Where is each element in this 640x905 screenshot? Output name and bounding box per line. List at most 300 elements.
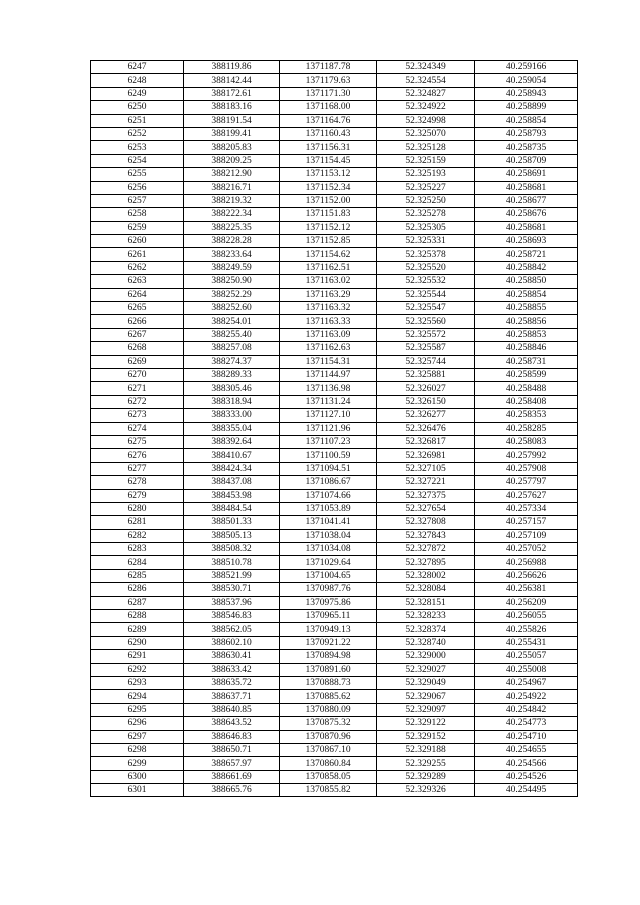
table-row xyxy=(91,154,578,167)
latitude-cell: 52.325305 xyxy=(377,221,475,234)
point-id-cell: 6249 xyxy=(91,87,184,100)
latitude-cell: 52.327221 xyxy=(377,476,475,489)
northing-cell: 1371164.76 xyxy=(280,114,377,127)
easting-cell: 388212.90 xyxy=(184,168,280,181)
latitude-cell: 52.326150 xyxy=(377,395,475,408)
point-id-cell: 6247 xyxy=(91,61,184,74)
table-row xyxy=(91,690,578,703)
table-row xyxy=(91,636,578,649)
northing-cell: 1371162.63 xyxy=(280,342,377,355)
latitude-cell: 52.326027 xyxy=(377,382,475,395)
table-row xyxy=(91,141,578,154)
northing-cell: 1371171.30 xyxy=(280,87,377,100)
point-id-cell: 6256 xyxy=(91,181,184,194)
longitude-cell: 40.258285 xyxy=(475,422,578,435)
point-id-cell: 6265 xyxy=(91,302,184,315)
easting-cell: 388172.61 xyxy=(184,87,280,100)
northing-cell: 1371156.31 xyxy=(280,141,377,154)
easting-cell: 388505.13 xyxy=(184,529,280,542)
point-id-cell: 6252 xyxy=(91,127,184,140)
northing-cell: 1371053.89 xyxy=(280,502,377,515)
point-id-cell: 6301 xyxy=(91,784,184,797)
easting-cell: 388657.97 xyxy=(184,757,280,770)
table-row xyxy=(91,770,578,783)
northing-cell: 1371152.85 xyxy=(280,235,377,248)
easting-cell: 388453.98 xyxy=(184,489,280,502)
table-row xyxy=(91,717,578,730)
table-row xyxy=(91,650,578,663)
easting-cell: 388333.00 xyxy=(184,409,280,422)
easting-cell: 388255.40 xyxy=(184,328,280,341)
longitude-cell: 40.257992 xyxy=(475,449,578,462)
longitude-cell: 40.254967 xyxy=(475,676,578,689)
point-id-cell: 6284 xyxy=(91,556,184,569)
table-row xyxy=(91,757,578,770)
northing-cell: 1371152.12 xyxy=(280,221,377,234)
northing-cell: 1371154.62 xyxy=(280,248,377,261)
longitude-cell: 40.258842 xyxy=(475,261,578,274)
northing-cell: 1371160.43 xyxy=(280,127,377,140)
easting-cell: 388209.25 xyxy=(184,154,280,167)
point-id-cell: 6264 xyxy=(91,288,184,301)
northing-cell: 1371163.02 xyxy=(280,275,377,288)
table-row xyxy=(91,556,578,569)
point-id-cell: 6295 xyxy=(91,703,184,716)
northing-cell: 1371163.09 xyxy=(280,328,377,341)
longitude-cell: 40.254566 xyxy=(475,757,578,770)
point-id-cell: 6258 xyxy=(91,208,184,221)
northing-cell: 1371162.51 xyxy=(280,261,377,274)
table-row xyxy=(91,703,578,716)
latitude-cell: 52.329122 xyxy=(377,717,475,730)
point-id-cell: 6272 xyxy=(91,395,184,408)
easting-cell: 388205.83 xyxy=(184,141,280,154)
point-id-cell: 6275 xyxy=(91,435,184,448)
northing-cell: 1370921.22 xyxy=(280,636,377,649)
table-row xyxy=(91,569,578,582)
point-id-cell: 6248 xyxy=(91,74,184,87)
easting-cell: 388191.54 xyxy=(184,114,280,127)
latitude-cell: 52.326277 xyxy=(377,409,475,422)
northing-cell: 1371154.45 xyxy=(280,154,377,167)
easting-cell: 388537.96 xyxy=(184,596,280,609)
northing-cell: 1371107.23 xyxy=(280,435,377,448)
table-row xyxy=(91,395,578,408)
point-id-cell: 6297 xyxy=(91,730,184,743)
longitude-cell: 40.258676 xyxy=(475,208,578,221)
northing-cell: 1371004.65 xyxy=(280,569,377,582)
northing-cell: 1370885.62 xyxy=(280,690,377,703)
longitude-cell: 40.258353 xyxy=(475,409,578,422)
longitude-cell: 40.257908 xyxy=(475,462,578,475)
northing-cell: 1371127.10 xyxy=(280,409,377,422)
easting-cell: 388274.37 xyxy=(184,355,280,368)
table-row xyxy=(91,730,578,743)
point-id-cell: 6270 xyxy=(91,368,184,381)
point-id-cell: 6294 xyxy=(91,690,184,703)
longitude-cell: 40.257109 xyxy=(475,529,578,542)
point-id-cell: 6282 xyxy=(91,529,184,542)
longitude-cell: 40.258681 xyxy=(475,181,578,194)
northing-cell: 1370965.11 xyxy=(280,610,377,623)
table-row xyxy=(91,529,578,542)
easting-cell: 388437.08 xyxy=(184,476,280,489)
point-id-cell: 6290 xyxy=(91,636,184,649)
northing-cell: 1371144.97 xyxy=(280,368,377,381)
easting-cell: 388257.08 xyxy=(184,342,280,355)
easting-cell: 388252.29 xyxy=(184,288,280,301)
northing-cell: 1370888.73 xyxy=(280,676,377,689)
easting-cell: 388233.64 xyxy=(184,248,280,261)
point-id-cell: 6260 xyxy=(91,235,184,248)
longitude-cell: 40.258488 xyxy=(475,382,578,395)
latitude-cell: 52.325378 xyxy=(377,248,475,261)
easting-cell: 388219.32 xyxy=(184,194,280,207)
table-row xyxy=(91,784,578,797)
table-row xyxy=(91,248,578,261)
point-id-cell: 6267 xyxy=(91,328,184,341)
latitude-cell: 52.327105 xyxy=(377,462,475,475)
table-row xyxy=(91,127,578,140)
northing-cell: 1371179.63 xyxy=(280,74,377,87)
longitude-cell: 40.255826 xyxy=(475,623,578,636)
northing-cell: 1371038.04 xyxy=(280,529,377,542)
easting-cell: 388602.10 xyxy=(184,636,280,649)
northing-cell: 1370867.10 xyxy=(280,743,377,756)
table-row xyxy=(91,435,578,448)
longitude-cell: 40.256988 xyxy=(475,556,578,569)
easting-cell: 388501.33 xyxy=(184,516,280,529)
coordinates-table xyxy=(90,60,578,797)
point-id-cell: 6299 xyxy=(91,757,184,770)
latitude-cell: 52.328002 xyxy=(377,569,475,582)
latitude-cell: 52.328151 xyxy=(377,596,475,609)
longitude-cell: 40.259166 xyxy=(475,61,578,74)
easting-cell: 388254.01 xyxy=(184,315,280,328)
table-row xyxy=(91,743,578,756)
longitude-cell: 40.254922 xyxy=(475,690,578,703)
northing-cell: 1371100.59 xyxy=(280,449,377,462)
longitude-cell: 40.258083 xyxy=(475,435,578,448)
longitude-cell: 40.258693 xyxy=(475,235,578,248)
point-id-cell: 6262 xyxy=(91,261,184,274)
latitude-cell: 52.329000 xyxy=(377,650,475,663)
point-id-cell: 6280 xyxy=(91,502,184,515)
table-row xyxy=(91,596,578,609)
latitude-cell: 52.328233 xyxy=(377,610,475,623)
longitude-cell: 40.258408 xyxy=(475,395,578,408)
latitude-cell: 52.329097 xyxy=(377,703,475,716)
easting-cell: 388650.71 xyxy=(184,743,280,756)
easting-cell: 388562.05 xyxy=(184,623,280,636)
table-row xyxy=(91,168,578,181)
easting-cell: 388643.52 xyxy=(184,717,280,730)
latitude-cell: 52.329326 xyxy=(377,784,475,797)
easting-cell: 388199.41 xyxy=(184,127,280,140)
easting-cell: 388216.71 xyxy=(184,181,280,194)
longitude-cell: 40.258854 xyxy=(475,114,578,127)
easting-cell: 388250.90 xyxy=(184,275,280,288)
longitude-cell: 40.254495 xyxy=(475,784,578,797)
easting-cell: 388508.32 xyxy=(184,543,280,556)
longitude-cell: 40.254842 xyxy=(475,703,578,716)
latitude-cell: 52.324998 xyxy=(377,114,475,127)
point-id-cell: 6276 xyxy=(91,449,184,462)
longitude-cell: 40.256381 xyxy=(475,583,578,596)
longitude-cell: 40.258853 xyxy=(475,328,578,341)
table-row xyxy=(91,409,578,422)
latitude-cell: 52.328374 xyxy=(377,623,475,636)
longitude-cell: 40.258709 xyxy=(475,154,578,167)
point-id-cell: 6261 xyxy=(91,248,184,261)
table-row xyxy=(91,194,578,207)
latitude-cell: 52.328084 xyxy=(377,583,475,596)
table-row xyxy=(91,462,578,475)
longitude-cell: 40.258899 xyxy=(475,101,578,114)
easting-cell: 388289.33 xyxy=(184,368,280,381)
easting-cell: 388249.59 xyxy=(184,261,280,274)
latitude-cell: 52.325547 xyxy=(377,302,475,315)
easting-cell: 388646.83 xyxy=(184,730,280,743)
point-id-cell: 6288 xyxy=(91,610,184,623)
northing-cell: 1370870.96 xyxy=(280,730,377,743)
table-row xyxy=(91,663,578,676)
longitude-cell: 40.258721 xyxy=(475,248,578,261)
latitude-cell: 52.324827 xyxy=(377,87,475,100)
table-row xyxy=(91,516,578,529)
northing-cell: 1370949.13 xyxy=(280,623,377,636)
easting-cell: 388510.78 xyxy=(184,556,280,569)
northing-cell: 1370855.82 xyxy=(280,784,377,797)
northing-cell: 1371094.51 xyxy=(280,462,377,475)
point-id-cell: 6269 xyxy=(91,355,184,368)
easting-cell: 388222.34 xyxy=(184,208,280,221)
northing-cell: 1371074.66 xyxy=(280,489,377,502)
latitude-cell: 52.325544 xyxy=(377,288,475,301)
point-id-cell: 6277 xyxy=(91,462,184,475)
northing-cell: 1371163.29 xyxy=(280,288,377,301)
latitude-cell: 52.327895 xyxy=(377,556,475,569)
table-row xyxy=(91,261,578,274)
point-id-cell: 6296 xyxy=(91,717,184,730)
northing-cell: 1370880.09 xyxy=(280,703,377,716)
longitude-cell: 40.257157 xyxy=(475,516,578,529)
latitude-cell: 52.326476 xyxy=(377,422,475,435)
point-id-cell: 6271 xyxy=(91,382,184,395)
table-row xyxy=(91,74,578,87)
table-row xyxy=(91,61,578,74)
point-id-cell: 6286 xyxy=(91,583,184,596)
easting-cell: 388521.99 xyxy=(184,569,280,582)
longitude-cell: 40.255431 xyxy=(475,636,578,649)
easting-cell: 388530.71 xyxy=(184,583,280,596)
latitude-cell: 52.325331 xyxy=(377,235,475,248)
table-row xyxy=(91,476,578,489)
longitude-cell: 40.254526 xyxy=(475,770,578,783)
easting-cell: 388355.04 xyxy=(184,422,280,435)
table-row xyxy=(91,315,578,328)
point-id-cell: 6298 xyxy=(91,743,184,756)
point-id-cell: 6287 xyxy=(91,596,184,609)
latitude-cell: 52.327843 xyxy=(377,529,475,542)
easting-cell: 388633.42 xyxy=(184,663,280,676)
point-id-cell: 6273 xyxy=(91,409,184,422)
easting-cell: 388665.76 xyxy=(184,784,280,797)
longitude-cell: 40.258856 xyxy=(475,315,578,328)
latitude-cell: 52.324554 xyxy=(377,74,475,87)
latitude-cell: 52.325572 xyxy=(377,328,475,341)
latitude-cell: 52.329188 xyxy=(377,743,475,756)
longitude-cell: 40.254655 xyxy=(475,743,578,756)
latitude-cell: 52.329049 xyxy=(377,676,475,689)
easting-cell: 388640.85 xyxy=(184,703,280,716)
easting-cell: 388637.71 xyxy=(184,690,280,703)
latitude-cell: 52.325278 xyxy=(377,208,475,221)
table-row xyxy=(91,368,578,381)
latitude-cell: 52.325881 xyxy=(377,368,475,381)
longitude-cell: 40.254773 xyxy=(475,717,578,730)
table-row xyxy=(91,610,578,623)
table-row xyxy=(91,449,578,462)
easting-cell: 388225.35 xyxy=(184,221,280,234)
latitude-cell: 52.328740 xyxy=(377,636,475,649)
longitude-cell: 40.257052 xyxy=(475,543,578,556)
northing-cell: 1371121.96 xyxy=(280,422,377,435)
northing-cell: 1371153.12 xyxy=(280,168,377,181)
easting-cell: 388305.46 xyxy=(184,382,280,395)
longitude-cell: 40.254710 xyxy=(475,730,578,743)
latitude-cell: 52.325587 xyxy=(377,342,475,355)
table-row xyxy=(91,87,578,100)
easting-cell: 388318.94 xyxy=(184,395,280,408)
northing-cell: 1370975.86 xyxy=(280,596,377,609)
table-row xyxy=(91,422,578,435)
point-id-cell: 6253 xyxy=(91,141,184,154)
latitude-cell: 52.325193 xyxy=(377,168,475,181)
point-id-cell: 6257 xyxy=(91,194,184,207)
northing-cell: 1371152.34 xyxy=(280,181,377,194)
table-row xyxy=(91,502,578,515)
easting-cell: 388142.44 xyxy=(184,74,280,87)
point-id-cell: 6278 xyxy=(91,476,184,489)
easting-cell: 388228.28 xyxy=(184,235,280,248)
table-row xyxy=(91,328,578,341)
point-id-cell: 6263 xyxy=(91,275,184,288)
latitude-cell: 52.329152 xyxy=(377,730,475,743)
latitude-cell: 52.325560 xyxy=(377,315,475,328)
table-row xyxy=(91,221,578,234)
latitude-cell: 52.327654 xyxy=(377,502,475,515)
point-id-cell: 6250 xyxy=(91,101,184,114)
latitude-cell: 52.329027 xyxy=(377,663,475,676)
easting-cell: 388635.72 xyxy=(184,676,280,689)
northing-cell: 1371029.64 xyxy=(280,556,377,569)
table-row xyxy=(91,583,578,596)
longitude-cell: 40.255008 xyxy=(475,663,578,676)
easting-cell: 388424.34 xyxy=(184,462,280,475)
point-id-cell: 6285 xyxy=(91,569,184,582)
longitude-cell: 40.258846 xyxy=(475,342,578,355)
northing-cell: 1371154.31 xyxy=(280,355,377,368)
latitude-cell: 52.325128 xyxy=(377,141,475,154)
point-id-cell: 6289 xyxy=(91,623,184,636)
longitude-cell: 40.259054 xyxy=(475,74,578,87)
easting-cell: 388484.54 xyxy=(184,502,280,515)
easting-cell: 388183.16 xyxy=(184,101,280,114)
table-row xyxy=(91,235,578,248)
table-row xyxy=(91,623,578,636)
point-id-cell: 6291 xyxy=(91,650,184,663)
point-id-cell: 6255 xyxy=(91,168,184,181)
northing-cell: 1371187.78 xyxy=(280,61,377,74)
latitude-cell: 52.324349 xyxy=(377,61,475,74)
northing-cell: 1371086.67 xyxy=(280,476,377,489)
table-row xyxy=(91,676,578,689)
easting-cell: 388661.69 xyxy=(184,770,280,783)
longitude-cell: 40.255057 xyxy=(475,650,578,663)
longitude-cell: 40.257797 xyxy=(475,476,578,489)
latitude-cell: 52.326817 xyxy=(377,435,475,448)
northing-cell: 1371168.00 xyxy=(280,101,377,114)
northing-cell: 1370875.32 xyxy=(280,717,377,730)
longitude-cell: 40.256209 xyxy=(475,596,578,609)
latitude-cell: 52.326981 xyxy=(377,449,475,462)
northing-cell: 1371152.00 xyxy=(280,194,377,207)
easting-cell: 388546.83 xyxy=(184,610,280,623)
table-row xyxy=(91,489,578,502)
table-row xyxy=(91,288,578,301)
table-row xyxy=(91,543,578,556)
longitude-cell: 40.257627 xyxy=(475,489,578,502)
point-id-cell: 6293 xyxy=(91,676,184,689)
latitude-cell: 52.325250 xyxy=(377,194,475,207)
latitude-cell: 52.325532 xyxy=(377,275,475,288)
point-id-cell: 6274 xyxy=(91,422,184,435)
easting-cell: 388119.86 xyxy=(184,61,280,74)
northing-cell: 1371163.32 xyxy=(280,302,377,315)
easting-cell: 388630.41 xyxy=(184,650,280,663)
point-id-cell: 6300 xyxy=(91,770,184,783)
table-row xyxy=(91,101,578,114)
longitude-cell: 40.258677 xyxy=(475,194,578,207)
longitude-cell: 40.258599 xyxy=(475,368,578,381)
table-row xyxy=(91,114,578,127)
northing-cell: 1371136.98 xyxy=(280,382,377,395)
latitude-cell: 52.325744 xyxy=(377,355,475,368)
northing-cell: 1370987.76 xyxy=(280,583,377,596)
northing-cell: 1371041.41 xyxy=(280,516,377,529)
latitude-cell: 52.325227 xyxy=(377,181,475,194)
point-id-cell: 6259 xyxy=(91,221,184,234)
latitude-cell: 52.329289 xyxy=(377,770,475,783)
latitude-cell: 52.325159 xyxy=(377,154,475,167)
longitude-cell: 40.256626 xyxy=(475,569,578,582)
longitude-cell: 40.258735 xyxy=(475,141,578,154)
northing-cell: 1371131.24 xyxy=(280,395,377,408)
table-row xyxy=(91,275,578,288)
table-row xyxy=(91,382,578,395)
northing-cell: 1371163.33 xyxy=(280,315,377,328)
longitude-cell: 40.258943 xyxy=(475,87,578,100)
point-id-cell: 6268 xyxy=(91,342,184,355)
table-row xyxy=(91,302,578,315)
point-id-cell: 6283 xyxy=(91,543,184,556)
coordinates-table-body xyxy=(91,61,578,797)
latitude-cell: 52.324922 xyxy=(377,101,475,114)
point-id-cell: 6279 xyxy=(91,489,184,502)
latitude-cell: 52.327872 xyxy=(377,543,475,556)
latitude-cell: 52.329255 xyxy=(377,757,475,770)
